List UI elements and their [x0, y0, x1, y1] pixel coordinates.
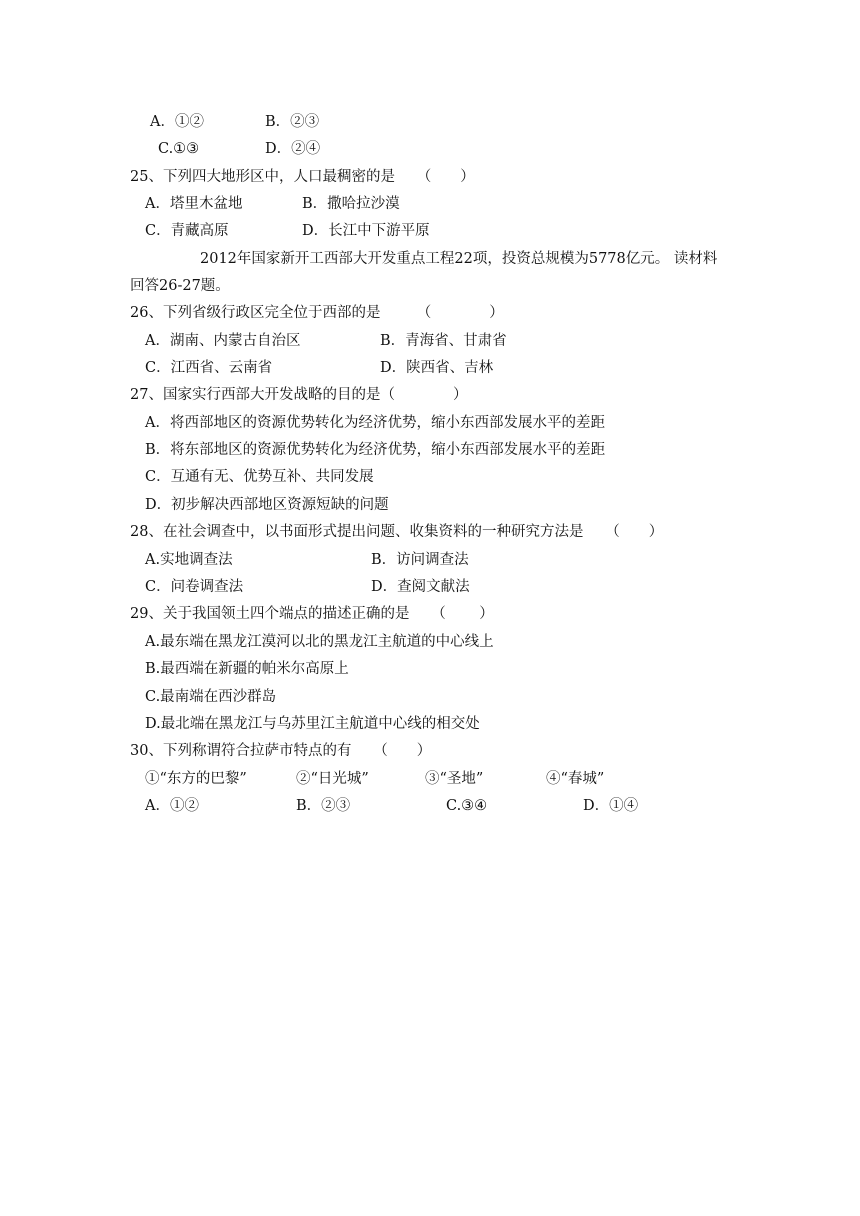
q26-option-a: A．湖南、内蒙古自治区 [145, 333, 301, 349]
q30-option-b: B．②③ [296, 798, 351, 814]
q29-option-a: A.最东端在黑龙江漠河以北的黑龙江主航道的中心线上 [145, 634, 494, 650]
q27-option-b: B．将东部地区的资源优势转化为经济优势，缩小东西部发展水平的差距 [145, 442, 606, 458]
q29-option-b: B.最西端在新疆的帕米尔高原上 [145, 661, 349, 677]
q29-option-d: D.最北端在黑龙江与乌苏里江主航道中心线的相交处 [145, 716, 480, 732]
material-line-1: 2012年国家新开工西部大开发重点工程22项，投资总规模为5778亿元。 读材料 [200, 251, 718, 267]
q28-option-b: B．访问调查法 [371, 552, 469, 568]
q27-option-a: A．将西部地区的资源优势转化为经济优势，缩小东西部发展水平的差距 [145, 415, 605, 431]
q24-option-a: A．①② [150, 114, 204, 130]
q25-option-b: B．撒哈拉沙漠 [302, 196, 400, 212]
q27-option-c: C．互通有无、优势互补、共同发展 [145, 469, 374, 485]
q25-stem: 25、下列四大地形区中，人口最稠密的是 （ ） [130, 169, 475, 185]
q26-option-d: D．陕西省、吉林 [380, 360, 494, 376]
q30-option-c: C.③④ [446, 798, 488, 814]
q28-stem: 28、在社会调查中，以书面形式提出问题、收集资料的一种研究方法是 （ ） [130, 524, 664, 540]
q29-stem: 29、关于我国领土四个端点的描述正确的是 （ ） [130, 606, 494, 622]
q28-option-d: D．查阅文献法 [371, 579, 470, 595]
q24-option-b: B．②③ [265, 114, 320, 130]
q28-option-a: A.实地调查法 [145, 552, 233, 568]
q30-item-1: ①“东方的巴黎” [145, 771, 247, 787]
q25-option-c: C．青藏高原 [145, 223, 229, 239]
q26-option-b: B．青海省、甘肃省 [380, 333, 507, 349]
q30-item-3: ③“圣地” [425, 771, 484, 787]
q27-option-d: D．初步解决西部地区资源短缺的问题 [145, 497, 389, 513]
q26-stem: 26、下列省级行政区完全位于西部的是 （ ） [130, 305, 504, 321]
q29-option-c: C.最南端在西沙群岛 [145, 689, 277, 705]
q30-stem: 30、下列称谓符合拉萨市特点的有 （ ） [130, 743, 432, 759]
q30-item-2: ②“日光城” [296, 771, 369, 787]
q30-option-a: A．①② [145, 798, 199, 814]
q25-option-d: D．长江中下游平原 [302, 223, 430, 239]
q30-option-d: D．①④ [583, 798, 639, 814]
q28-option-c: C．问卷调查法 [145, 579, 244, 595]
q27-stem: 27、国家实行西部大开发战略的目的是（ ） [130, 387, 468, 403]
material-line-2: 回答26-27题。 [130, 278, 230, 294]
q30-item-4: ④“春城” [546, 771, 605, 787]
q26-option-c: C．江西省、云南省 [145, 360, 273, 376]
q24-option-d: D．②④ [265, 141, 321, 157]
q25-option-a: A．塔里木盆地 [145, 196, 243, 212]
q24-option-c: C.①③ [158, 141, 200, 157]
